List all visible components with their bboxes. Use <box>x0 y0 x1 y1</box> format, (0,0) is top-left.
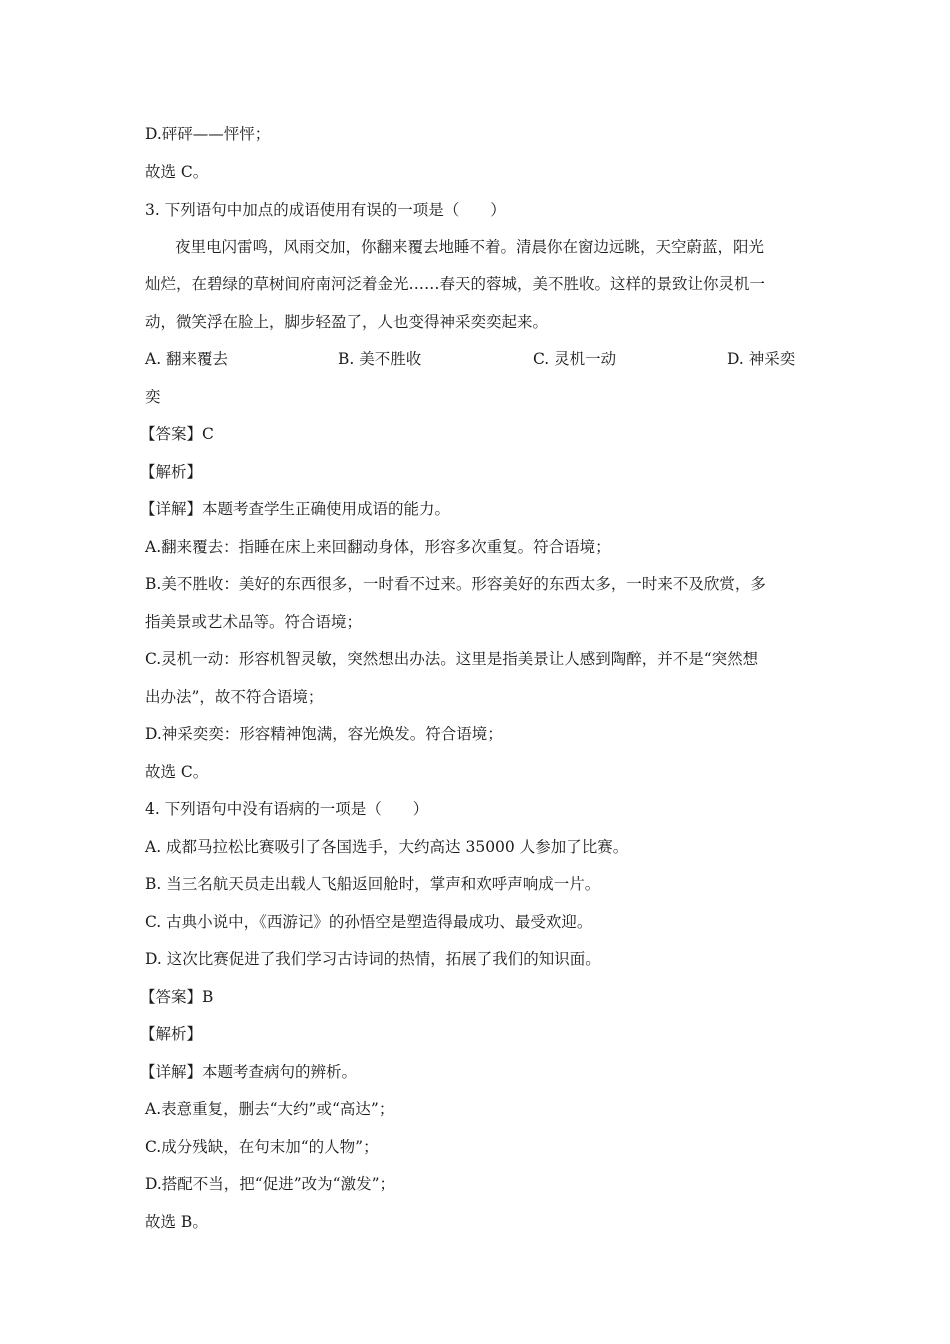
explanation-line: D.搭配不当，把“促进”改为“激发”； <box>145 1175 395 1193</box>
explanation-line: A.翻来覆去：指睡在床上来回翻动身体，形容多次重复。符合语境； <box>145 538 611 556</box>
option-a: A. 翻来覆去 <box>145 350 229 368</box>
explanation-line: A.表意重复，删去“大约”或“高达”； <box>145 1100 395 1118</box>
option-d: D. 这次比赛促进了我们学习古诗词的热情，拓展了我们的知识面。 <box>145 950 601 968</box>
question-3-stem: 3. 下列语句中加点的成语使用有误的一项是（ ） <box>145 201 506 219</box>
passage-line: 灿烂，在碧绿的草树间府南河泛着金光……春天的蓉城，美不胜收。这样的景致让你灵机一 <box>145 275 766 293</box>
passage-line: 夜里电闪雷鸣，风雨交加，你翻来覆去地睡不着。清晨你在窗边远眺，天空蔚蓝，阳光 <box>175 238 765 256</box>
answer-label: 【答案】C <box>140 425 214 443</box>
option-b: B. 美不胜收 <box>338 350 422 368</box>
explanation-line: 出办法”，故不符合语境； <box>145 688 324 706</box>
option-b: B. 当三名航天员走出载人飞船返回舱时，掌声和欢呼声响成一片。 <box>145 875 601 893</box>
detail-label: 【详解】本题考查学生正确使用成语的能力。 <box>140 500 451 518</box>
conclusion-line: 故选 B。 <box>145 1213 208 1231</box>
answer-label: 【答案】B <box>140 988 214 1006</box>
text-line: D.砰砰——怦怦； <box>145 125 271 143</box>
conclusion-line: 故选 C。 <box>145 763 209 781</box>
option-a: A. 成都马拉松比赛吸引了各国选手，大约高达 35000 人参加了比赛。 <box>145 838 629 856</box>
option-d: D. 神采奕 <box>727 350 796 368</box>
question-4-stem: 4. 下列语句中没有语病的一项是（ ） <box>145 800 429 818</box>
explanation-line: B.美不胜收：美好的东西很多，一时看不过来。形容美好的东西太多，一时来不及欣赏，多 <box>145 575 766 593</box>
option-c: C. 灵机一动 <box>533 350 617 368</box>
text-line: 故选 C。 <box>145 163 209 181</box>
explanation-line: 指美景或艺术品等。符合语境； <box>145 613 363 631</box>
detail-label: 【详解】本题考查病句的辨析。 <box>140 1063 358 1081</box>
explanation-line: C.成分残缺，在句末加“的人物”； <box>145 1138 379 1156</box>
option-c: C. 古典小说中，《西游记》的孙悟空是塑造得最成功、最受欢迎。 <box>145 913 593 931</box>
analysis-label: 【解析】 <box>140 1025 203 1043</box>
passage-line: 动，微笑浮在脸上，脚步轻盈了，人也变得神采奕奕起来。 <box>145 313 549 331</box>
explanation-line: C.灵机一动：形容机智灵敏，突然想出办法。这里是指美景让人感到陶醉，并不是“突然想 <box>145 650 759 668</box>
analysis-label: 【解析】 <box>140 463 203 481</box>
explanation-line: D.神采奕奕：形容精神饱满，容光焕发。符合语境； <box>145 725 503 743</box>
option-d-wrap: 奕 <box>145 388 161 406</box>
